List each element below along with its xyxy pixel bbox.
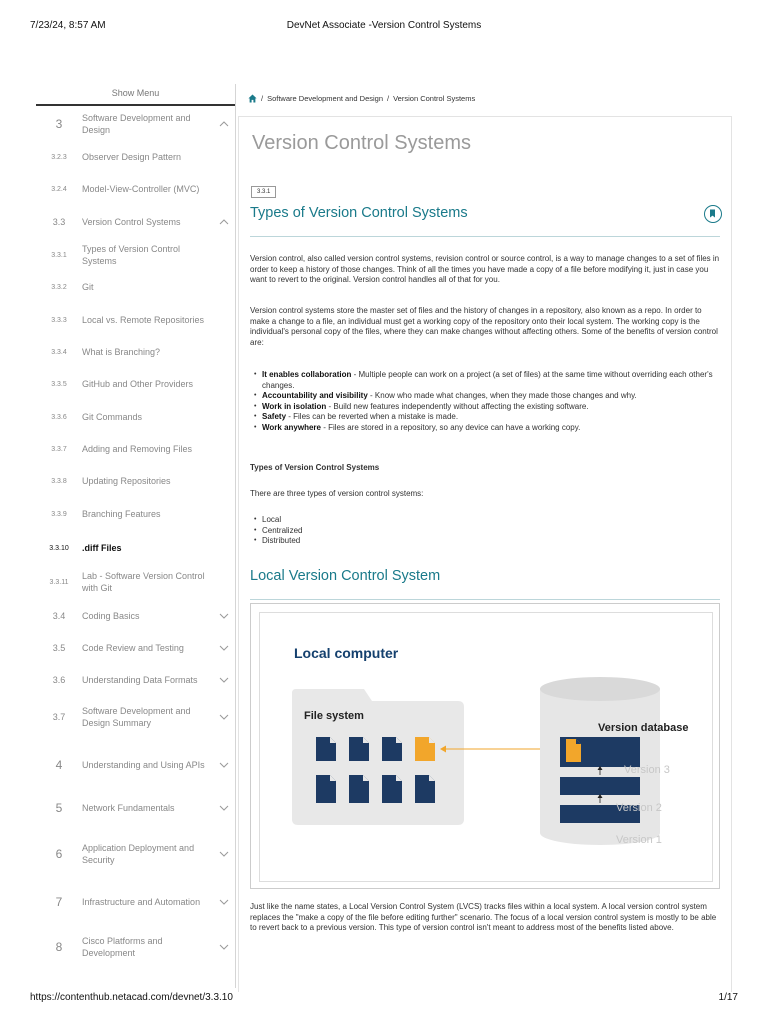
version-database-label: Version database: [598, 722, 689, 734]
local-computer-label: Local computer: [294, 645, 399, 661]
section-divider: [250, 236, 720, 237]
list-item: [254, 402, 720, 413]
breadcrumb-item-topic[interactable]: Version Control Systems: [393, 94, 476, 103]
sidebar: [36, 84, 236, 988]
sidebar-item-number: 3.3.1: [51, 251, 67, 259]
print-doc-title: DevNet Associate -Version Control Systems: [286, 20, 482, 31]
list-item: • Distributed: [254, 536, 720, 547]
chevron-down-icon[interactable]: [218, 612, 230, 620]
chevron-down-icon[interactable]: [218, 761, 230, 769]
sidebar-item-label: Understanding Data Formats: [82, 675, 198, 685]
sidebar-item-number: 3.3.9: [51, 510, 67, 518]
benefit-term: Accountability and visibility: [262, 391, 368, 401]
sidebar-item[interactable]: [36, 703, 236, 731]
list-item: [254, 370, 720, 391]
sidebar-item[interactable]: [36, 406, 236, 428]
sidebar-item-number: 3.3.11: [49, 578, 69, 586]
sidebar-item-label: Local vs. Remote Repositories: [82, 315, 205, 325]
sidebar-item-number: 8: [55, 940, 63, 954]
home-icon[interactable]: [248, 94, 257, 103]
section-divider: [250, 599, 720, 600]
print-header: [0, 20, 768, 34]
sidebar-item[interactable]: [36, 438, 236, 460]
section-title: Types of Version Control Systems: [250, 205, 468, 221]
file-icon: [316, 775, 336, 803]
benefit-term: Work anywhere: [262, 422, 321, 432]
sidebar-item[interactable]: [36, 568, 236, 596]
breadcrumb-separator: /: [387, 94, 390, 103]
sidebar-item-number: 3.5: [52, 643, 66, 653]
sidebar-item-number: 3.3.2: [51, 283, 67, 291]
file-icon: [316, 737, 336, 761]
benefit-desc: - Multiple people can work on a project (a set of files) at the same time without overriding each other's changes.: [262, 370, 713, 390]
sidebar-item-label: Software Development and Design: [82, 113, 191, 135]
version-2-label: Version 2: [616, 802, 662, 814]
sidebar-item-number: 7: [55, 895, 63, 909]
sidebar-item-number: 3.3.8: [51, 477, 67, 485]
section-badge: 3.3.1: [251, 186, 276, 198]
sidebar-item[interactable]: [36, 110, 236, 138]
sidebar-item-number: 3.3.7: [51, 445, 67, 453]
sidebar-item-label: .diff Files: [82, 543, 122, 553]
chevron-up-icon[interactable]: [218, 120, 230, 128]
page-title: Version Control Systems: [252, 132, 471, 154]
breadcrumb-separator: /: [261, 94, 264, 103]
sidebar-item[interactable]: [36, 933, 236, 961]
sidebar-item[interactable]: [36, 751, 236, 779]
sidebar-item-label: Lab - Software Version Control with Git: [82, 571, 205, 593]
version-1-label: Version 1: [616, 834, 662, 846]
sidebar-item-label: Software Development and Design Summary: [82, 706, 191, 728]
sidebar-item-label: Model-View-Controller (MVC): [82, 184, 200, 194]
file-system-label: File system: [304, 710, 364, 722]
benefits-list: [254, 370, 720, 434]
sidebar-item-number: 3.6: [52, 675, 66, 685]
sidebar-item-label: Adding and Removing Files: [82, 444, 193, 454]
list-item: [254, 423, 720, 434]
sidebar-item[interactable]: [36, 309, 236, 331]
sidebar-item-label: Version Control Systems: [82, 217, 181, 227]
benefit-desc: - Files are stored in a repository, so any device can have a working copy.: [320, 422, 581, 432]
chevron-down-icon[interactable]: [218, 804, 230, 812]
sidebar-item-label: Application Deployment and Security: [82, 843, 195, 865]
sidebar-item-number: 4: [55, 758, 63, 772]
sidebar-item-number: 3.3: [52, 217, 66, 227]
benefit-term: It enables collaboration: [262, 370, 352, 379]
sidebar-item-label: Observer Design Pattern: [82, 152, 182, 162]
sidebar-item-label: Branching Features: [82, 509, 161, 519]
sidebar-item-number: 3.2.4: [51, 185, 67, 193]
sidebar-item[interactable]: [36, 503, 236, 525]
benefit-term: Work in isolation: [262, 401, 327, 411]
types-heading: Types of Version Control Systems: [250, 463, 380, 472]
sidebar-item-label: Types of Version Control Systems: [82, 244, 181, 266]
sidebar-item-number: 6: [55, 847, 63, 861]
benefit-desc: - Files can be reverted when a mistake is made.: [286, 412, 459, 422]
file-icon: [349, 775, 369, 803]
sidebar-item[interactable]: [36, 373, 236, 395]
sidebar-item-label: Git Commands: [82, 412, 143, 422]
sidebar-item-number: 3.7: [52, 712, 66, 722]
chevron-down-icon[interactable]: [218, 850, 230, 858]
sidebar-item[interactable]: [36, 341, 236, 363]
sidebar-item-number: 5: [55, 801, 63, 815]
sidebar-item[interactable]: [36, 146, 236, 168]
chevron-down-icon[interactable]: [218, 644, 230, 652]
version-2-block: [560, 777, 640, 795]
sidebar-item-number: 3.3.4: [51, 348, 67, 356]
chevron-down-icon[interactable]: [218, 898, 230, 906]
sidebar-item-number: 3.3.3: [51, 316, 67, 324]
sidebar-item-label: What is Branching?: [82, 347, 161, 357]
sidebar-item[interactable]: [36, 637, 236, 659]
sidebar-item-label: Coding Basics: [82, 611, 140, 621]
diagram-frame: [259, 612, 713, 882]
sidebar-item-number: 3: [55, 117, 63, 131]
types-list: [254, 515, 720, 547]
show-menu-button[interactable]: Show Menu: [36, 84, 235, 106]
print-page-number: 1/17: [718, 992, 738, 1003]
sidebar-item[interactable]: [36, 178, 236, 200]
print-footer: [0, 992, 768, 1006]
list-item: • Local: [254, 515, 720, 526]
chevron-down-icon[interactable]: [218, 713, 230, 721]
list-item: [254, 412, 720, 423]
repo-paragraph: Version control systems store the master set of files and the history of changes in a repository, also known as a repo. In order to make a change to a file, an individual must get a working copy of the repository onto their local system. The working copy is the individual's personal copy of the files, where they can make changes without affecting others. Some of the benefits of version control are:: [250, 306, 718, 347]
sidebar-item[interactable]: [36, 276, 236, 298]
benefit-desc: - Build new features independently without affecting the existing software.: [326, 401, 589, 411]
sidebar-item-label: Git: [82, 282, 94, 292]
print-url: https://contenthub.netacad.com/devnet/3.3.10: [30, 992, 233, 1003]
sidebar-item-number: 3.3.10: [49, 544, 69, 552]
sidebar-item[interactable]: [36, 244, 236, 266]
sidebar-item-number: 3.4: [52, 611, 66, 621]
chevron-down-icon[interactable]: [218, 943, 230, 951]
bookmark-icon[interactable]: [704, 205, 722, 223]
lvcs-diagram-svg: [260, 613, 714, 883]
sidebar-item[interactable]: [36, 537, 236, 559]
file-icon: [415, 775, 435, 803]
file-icon: [382, 737, 402, 761]
chevron-up-icon[interactable]: [218, 218, 230, 226]
chevron-down-icon[interactable]: [218, 676, 230, 684]
modified-file-icon: [415, 737, 435, 761]
version-3-label: Version 3: [624, 764, 670, 776]
benefit-desc: - Know who made what changes, when they made those changes and why.: [367, 391, 637, 401]
breadcrumb: [248, 94, 475, 103]
list-item: [254, 391, 720, 402]
sidebar-item[interactable]: [36, 211, 236, 233]
lvcs-paragraph: Just like the name states, a Local Version Control System (LVCS) tracks files within a local system. A local version control system replaces the "make a copy of the file before editing further" scenario. The focus of a local version control system is mostly to be able to revert back to a previous version. This type of version control isn't meant to address most of the benefits listed above.: [250, 902, 717, 933]
sidebar-item[interactable]: [36, 605, 236, 627]
intro-paragraph: Version control, also called version control systems, revision control or source control, is a way to manage changes to a set of files in order to keep a history of those changes. Think of all the times you have made a copy of a file before modifying it, just in case you want to revert to the original. Version control handles all of that for you.: [250, 254, 720, 285]
sidebar-item[interactable]: [36, 470, 236, 492]
print-datetime: 7/23/24, 8:57 AM: [30, 20, 106, 31]
sidebar-item[interactable]: [36, 888, 236, 916]
sidebar-item-label: Updating Repositories: [82, 476, 171, 486]
sidebar-item-label: Understanding and Using APIs: [82, 760, 205, 770]
breadcrumb-item-module[interactable]: Software Development and Design: [267, 94, 383, 103]
file-icon: [382, 775, 402, 803]
sidebar-item-number: 3.3.5: [51, 380, 67, 388]
sidebar-item-number: 3.3.6: [51, 413, 67, 421]
sidebar-item[interactable]: [36, 840, 236, 868]
benefit-term: Safety: [262, 412, 287, 422]
sidebar-item-number: 3.2.3: [51, 153, 67, 161]
versioned-file-icon: [566, 739, 581, 762]
sidebar-item-label: Cisco Platforms and Development: [82, 936, 163, 958]
sidebar-item-label: Network Fundamentals: [82, 803, 175, 813]
file-icon: [349, 737, 369, 761]
sidebar-item-label: GitHub and Other Providers: [82, 379, 194, 389]
sidebar-item[interactable]: [36, 797, 236, 819]
types-intro: There are three types of version control systems:: [250, 489, 424, 498]
sidebar-item-label: Infrastructure and Automation: [82, 897, 201, 907]
lvcs-diagram: [250, 603, 720, 889]
sidebar-item-label: Code Review and Testing: [82, 643, 184, 653]
sidebar-item[interactable]: [36, 669, 236, 691]
lvcs-title: Local Version Control System: [250, 568, 441, 584]
list-item: • Centralized: [254, 526, 720, 537]
